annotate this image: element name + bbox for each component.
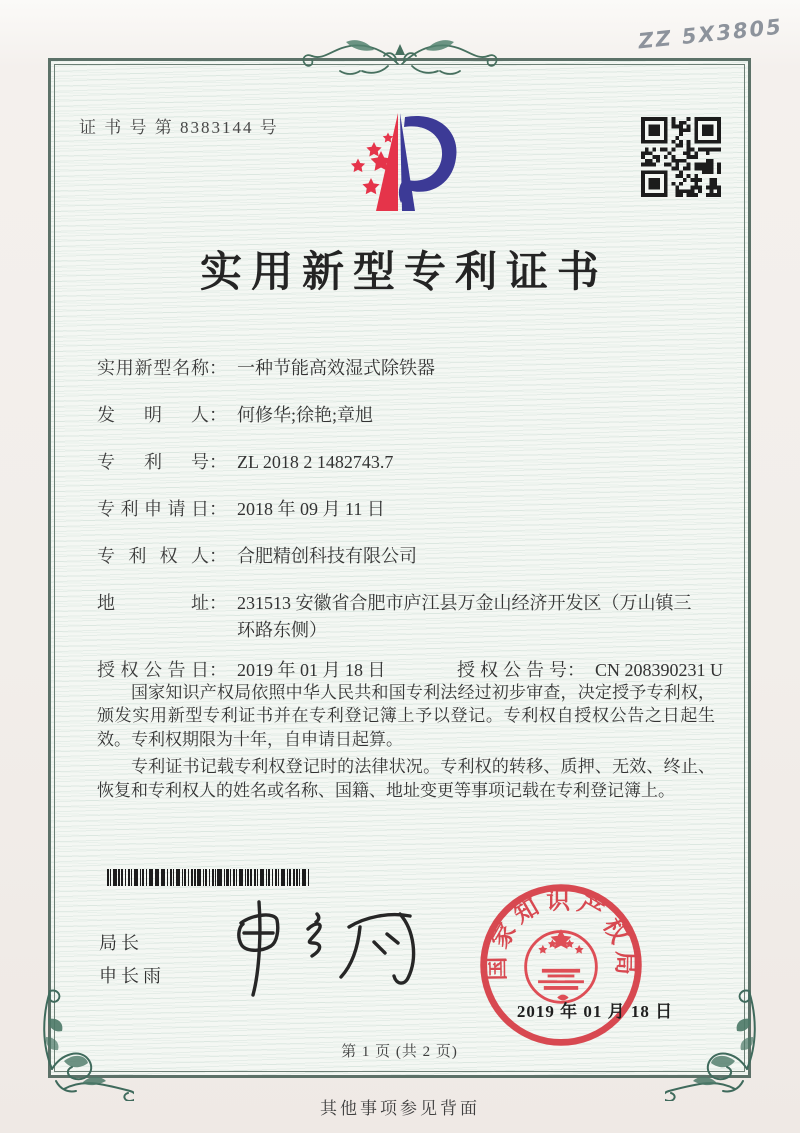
field-row-inventors	[97, 402, 725, 428]
field-value: 何修华;徐艳;章旭	[237, 405, 374, 426]
certificate-title: 实用新型专利证书	[199, 250, 608, 296]
cnipa-seal	[475, 879, 647, 1051]
field-row-utility-name	[97, 355, 725, 381]
field-row-address	[97, 590, 725, 642]
field-colon: ：	[209, 546, 227, 567]
field-label: 专利号	[97, 452, 209, 473]
seal-date: 2019 年 01 月 18 日	[516, 1002, 674, 1021]
handwritten-archive-code: ZZ 5X3805	[637, 14, 784, 54]
certificate-number: 证 书 号 第 8383144 号	[79, 118, 279, 137]
grant-number-label: 授权公告号	[457, 659, 567, 680]
back-side-note: 其他事项参见背面	[320, 1099, 480, 1118]
cnipa-logo	[343, 107, 463, 229]
seal-ring-text: 国家知识产权局	[484, 888, 638, 981]
top-flourish-ornament	[302, 34, 498, 88]
field-value: 一种节能高效湿式除铁器	[237, 358, 435, 378]
field-colon: ：	[209, 499, 227, 520]
field-row-patent-number	[97, 449, 725, 475]
field-label: 专利权人	[97, 546, 209, 567]
legal-paragraph-2: 专利证书记载专利权登记时的法律状况。专利权的转移、质押、无效、终止、恢复和专利权人的姓名或名称、国籍、地址变更等事项记载在专利登记簿上。	[97, 757, 715, 800]
field-label: 发明人	[97, 405, 209, 426]
field-row-filing-date	[97, 496, 725, 522]
field-value: ZL 2018 2 1482743.7	[237, 452, 394, 473]
legal-text	[97, 681, 715, 806]
field-colon: ：	[209, 358, 227, 378]
commissioner-signature	[213, 889, 449, 1009]
certificate-frame	[48, 58, 751, 1078]
page-indicator: 第 1 页 (共 2 页)	[341, 1044, 458, 1060]
field-value: 合肥精创科技有限公司	[237, 546, 417, 567]
commissioner-block	[99, 927, 165, 994]
grant-number-value: CN 208390231 U	[595, 659, 724, 680]
commissioner-name: 申长雨	[99, 966, 165, 987]
field-colon: ：	[567, 659, 585, 680]
field-colon: ：	[209, 452, 227, 473]
field-colon: ：	[209, 659, 227, 680]
commissioner-title: 局长	[99, 933, 143, 953]
field-list	[97, 355, 725, 704]
field-label: 专利申请日	[97, 499, 209, 520]
national-emblem	[526, 929, 597, 1002]
grant-date-value: 2019 年 01 月 18 日	[237, 659, 386, 680]
field-value: 2018 年 09 月 11 日	[237, 499, 385, 520]
qr-code	[641, 117, 721, 197]
grant-date-label: 授权公告日	[97, 659, 209, 680]
field-label: 实用新型名称	[97, 358, 209, 378]
barcode	[107, 869, 309, 886]
field-value: 231513 安徽省合肥市庐江县万金山经济开发区（万山镇三环路东侧）	[237, 593, 692, 640]
field-row-patentee	[97, 543, 725, 569]
field-colon: ：	[209, 593, 227, 614]
legal-paragraph-1: 国家知识产权局依照中华人民共和国专利法经过初步审查，决定授予专利权，颁发实用新型专利证书并在专利登记簿上予以登记。专利权自授权公告之日起生效。专利权期限为十年，自申请日起算。	[97, 683, 715, 749]
field-colon: ：	[209, 405, 227, 426]
field-label: 地址	[97, 593, 209, 614]
field-row-grant	[97, 657, 725, 683]
